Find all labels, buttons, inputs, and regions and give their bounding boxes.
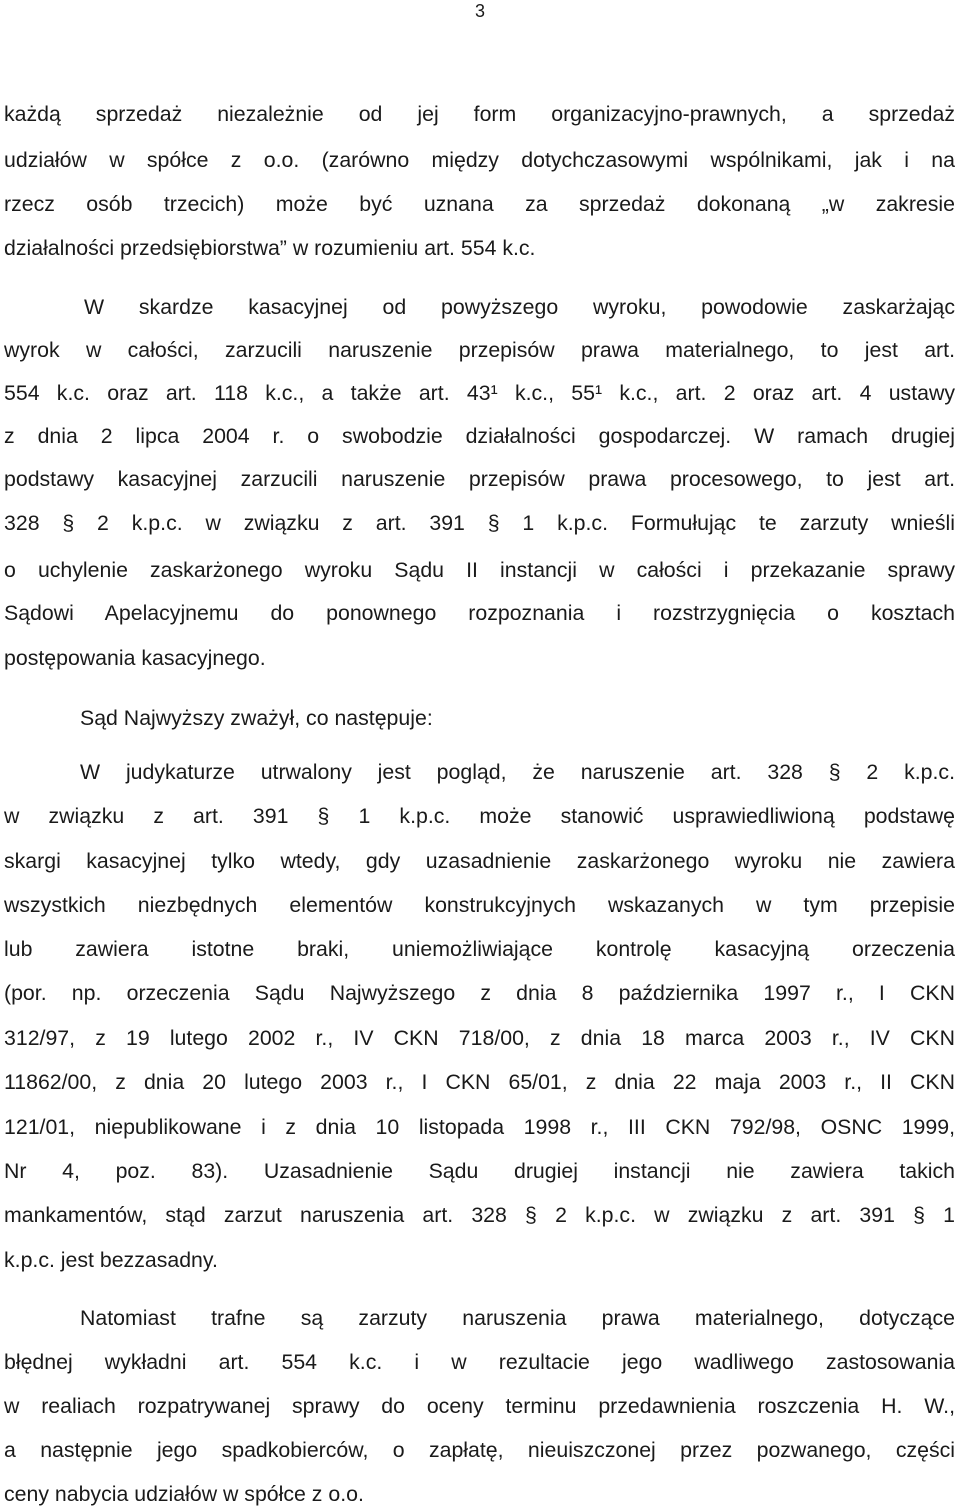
text-line: Nr 4, poz. 83). Uzasadnienie Sądu drugiej instancji nie zawiera takich — [4, 1159, 955, 1183]
text-line: rzecz osób trzecich) może być uznana za sprzedaż dokonaną „w zakresie — [4, 192, 955, 216]
text-line: 11862/00, z dnia 20 lutego 2003 r., I CKN 65/01, z dnia 22 maja 2003 r., II CKN — [4, 1070, 955, 1094]
text-line: 121/01, niepublikowane i z dnia 10 listopada 1998 r., III CKN 792/98, OSNC 1999, — [4, 1115, 955, 1139]
text-line: 554 k.c. oraz art. 118 k.c., a także art. 43¹ k.c., 55¹ k.c., art. 2 oraz art. 4 ustawy — [4, 381, 955, 405]
text-line: o uchylenie zaskarżonego wyroku Sądu II instancji w całości i przekazanie sprawy — [4, 558, 955, 582]
text-line: postępowania kasacyjnego. — [4, 646, 266, 670]
text-line: lub zawiera istotne braki, uniemożliwiające kontrolę kasacyjną orzeczenia — [4, 937, 955, 961]
text-line: a następnie jego spadkobierców, o zapłatę, nieuiszczonej przez pozwanego, części — [4, 1438, 955, 1462]
text-line: w realiach rozpatrywanej sprawy do oceny terminu przedawnienia roszczenia H. W., — [4, 1394, 955, 1418]
section-heading: Sąd Najwyższy zważył, co następuje: — [80, 706, 433, 730]
page-number: 3 — [474, 1, 485, 21]
text-line: Sądowi Apelacyjnemu do ponownego rozpoznania i rozstrzygnięcia o kosztach — [4, 601, 955, 625]
text-line: wszystkich niezbędnych elementów konstrukcyjnych wskazanych w tym przepisie — [4, 893, 955, 917]
text-line: udziałów w spółce z o.o. (zarówno między dotychczasowymi wspólnikami, jak i na — [4, 148, 955, 172]
text-line: każdą sprzedaż niezależnie od jej form organizacyjno-prawnych, a sprzedaż — [4, 102, 955, 126]
text-line: W skardze kasacyjnej od powyższego wyroku, powodowie zaskarżając — [84, 295, 955, 319]
text-line: podstawy kasacyjnej zarzucili naruszenie przepisów prawa procesowego, to jest art. — [4, 467, 955, 491]
text-line: wyrok w całości, zarzucili naruszenie przepisów prawa materialnego, to jest art. — [4, 338, 955, 362]
text-line: z dnia 2 lipca 2004 r. o swobodzie działalności gospodarczej. W ramach drugiej — [4, 424, 955, 448]
text-line: (por. np. orzeczenia Sądu Najwyższego z dnia 8 października 1997 r., I CKN — [4, 981, 955, 1005]
text-line: W judykaturze utrwalony jest pogląd, że naruszenie art. 328 § 2 k.p.c. — [80, 760, 955, 784]
text-line: w związku z art. 391 § 1 k.p.c. może stanowić usprawiedliwioną podstawę — [4, 804, 955, 828]
text-line: skargi kasacyjnej tylko wtedy, gdy uzasadnienie zaskarżonego wyroku nie zawiera — [4, 849, 955, 873]
text-line: mankamentów, stąd zarzut naruszenia art. 328 § 2 k.p.c. w związku z art. 391 § 1 — [4, 1203, 955, 1227]
text-line: działalności przedsiębiorstwa” w rozumieniu art. 554 k.c. — [4, 236, 536, 260]
text-line: 312/97, z 19 lutego 2002 r., IV CKN 718/00, z dnia 18 marca 2003 r., IV CKN — [4, 1026, 955, 1050]
text-line: Natomiast trafne są zarzuty naruszenia prawa materialnego, dotyczące — [80, 1306, 955, 1330]
text-line: 328 § 2 k.p.c. w związku z art. 391 § 1 k.p.c. Formułując te zarzuty wnieśli — [4, 511, 955, 535]
text-line: błędnej wykładni art. 554 k.c. i w rezultacie jego wadliwego zastosowania — [4, 1350, 955, 1374]
text-line: ceny nabycia udziałów w spółce z o.o. — [4, 1482, 364, 1506]
text-line: k.p.c. jest bezzasadny. — [4, 1248, 218, 1272]
